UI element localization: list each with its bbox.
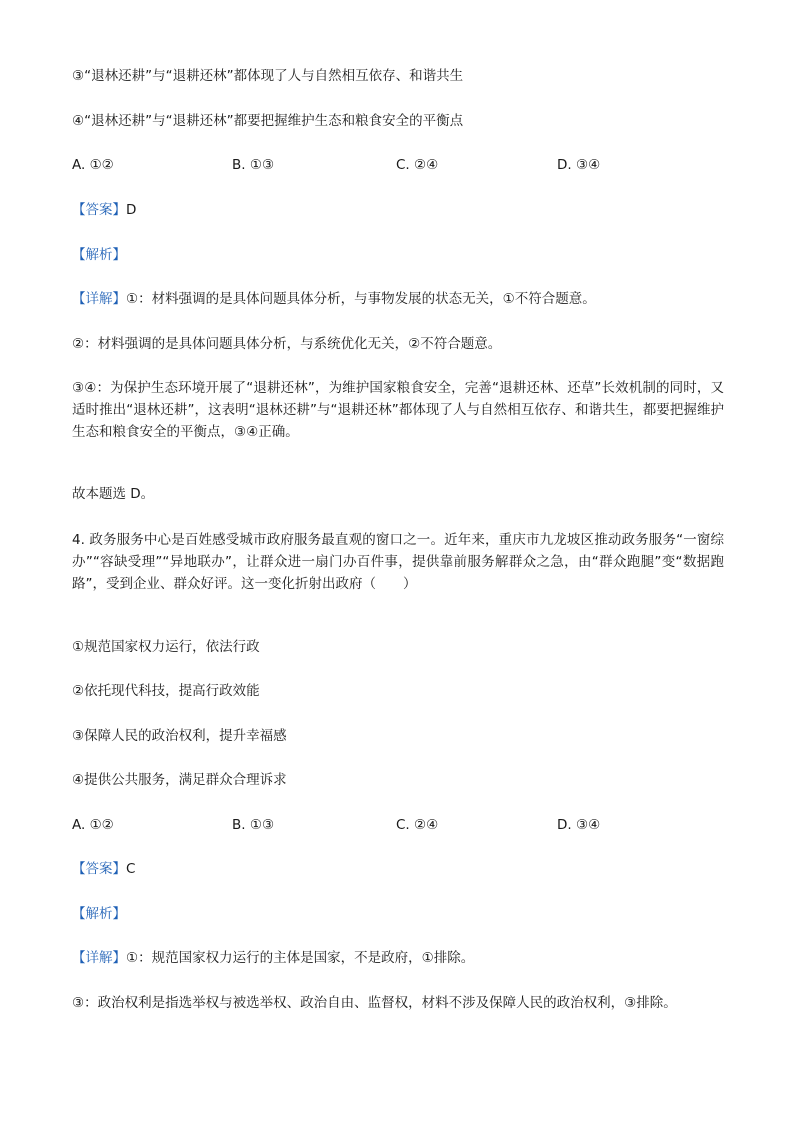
q3-detail-34: ③④：为保护生态环境开展了“退耕还林”，为维护国家粮食安全，完善“退耕还林、还草”长效机制的同时，又适时推出“退林还耕”，这表明“退林还耕”与“退耕还林”都体现了人与自然相互依存、和谐共生，都要把握维护生态和粮食安全的平衡点，③④正确。 [72, 380, 724, 440]
q3-choice-a: A. ①② [72, 157, 114, 173]
q3-detail-2: ②：材料强调的是具体问题具体分析，与系统优化无关，②不符合题意。 [72, 336, 502, 352]
q3-choice-d: D. ③④ [557, 157, 601, 173]
q4-analysis [72, 904, 732, 924]
q4-choice-a: A. ①② [72, 817, 114, 833]
detail-text: ①：材料强调的是具体问题具体分析，与事物发展的状态无关，①不符合题意。 [126, 291, 596, 307]
answer-tag: 【答案】 [72, 202, 126, 218]
q3-choice-b: B. ①③ [232, 157, 275, 173]
q4-answer [72, 859, 732, 879]
answer-value: C [126, 861, 136, 877]
q3-conclusion: 故本题选 D。 [72, 486, 155, 502]
q3-choice-c: C. ②④ [396, 157, 439, 173]
q3-option-3: ③“退林还耕”与“退耕还林”都体现了人与自然相互依存、和谐共生 [72, 68, 464, 84]
q4-choice-c: C. ②④ [396, 817, 439, 833]
analysis-tag: 【解析】 [72, 247, 126, 263]
q4-option-2: ②依托现代科技，提高行政效能 [72, 683, 260, 699]
q4-choice-b: B. ①③ [232, 817, 275, 833]
q4-detail-3: ③：政治权利是指选举权与被选举权、政治自由、监督权，材料不涉及保障人民的政治权利，③排除。 [72, 995, 677, 1011]
q3-detail-1 [72, 289, 732, 309]
answer-value: D [126, 202, 137, 218]
answer-tag: 【答案】 [72, 861, 126, 877]
q4-choices [72, 815, 732, 835]
q3-answer [72, 200, 732, 220]
q4-option-3: ③保障人民的政治权利，提升幸福感 [72, 728, 287, 744]
q3-analysis [72, 245, 732, 265]
detail-tag: 【详解】 [72, 950, 126, 966]
q4-stem: 4. 政务服务中心是百姓感受城市政府服务最直观的窗口之一。近年来，重庆市九龙坡区推动政务服务“一窗综办”“容缺受理”“异地联办”，让群众进一扇门办百件事，提供靠前服务解群众之急，由“群众跑腿”变“数据跑路”，受到企业、群众好评。这一变化折射出政府（ ） [72, 532, 724, 592]
detail-tag: 【详解】 [72, 291, 126, 307]
q4-detail-1 [72, 948, 732, 968]
q4-option-4: ④提供公共服务，满足群众合理诉求 [72, 772, 287, 788]
analysis-tag: 【解析】 [72, 906, 126, 922]
q3-choices [72, 155, 732, 175]
q4-option-1: ①规范国家权力运行，依法行政 [72, 639, 260, 655]
q4-choice-d: D. ③④ [557, 817, 601, 833]
detail-text: ①：规范国家权力运行的主体是国家，不是政府，①排除。 [126, 950, 475, 966]
q3-option-4: ④“退林还耕”与“退耕还林”都要把握维护生态和粮食安全的平衡点 [72, 113, 464, 129]
